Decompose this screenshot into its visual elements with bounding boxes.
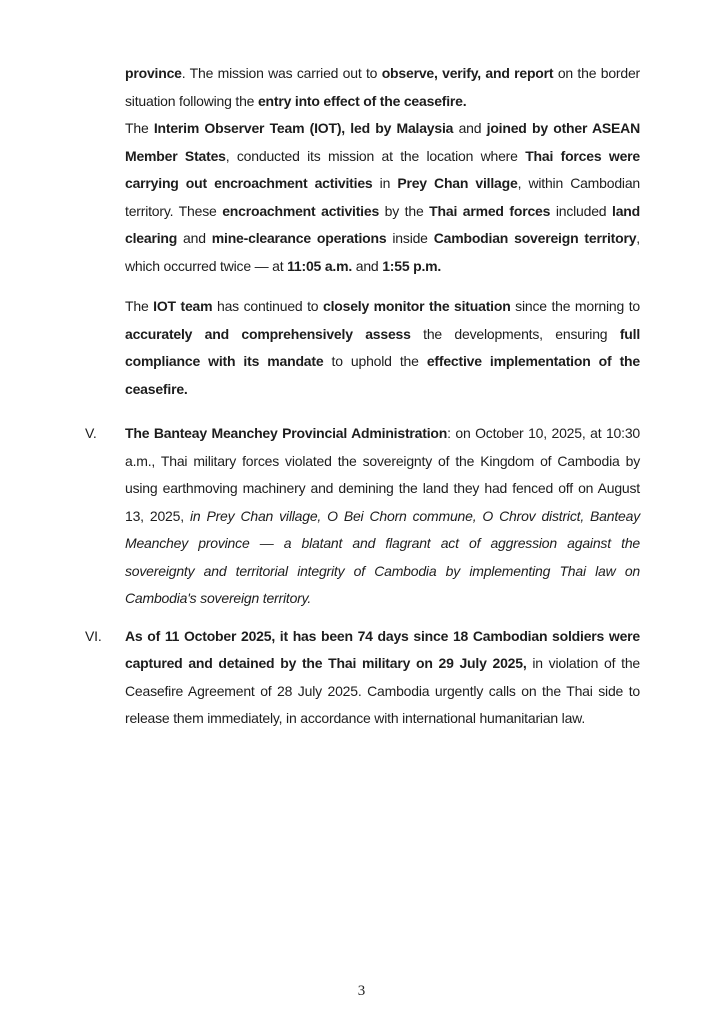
text-run: entry into effect of the ceasefire. [257, 92, 467, 109]
text-run: included [550, 202, 613, 219]
list-marker-v: V. [85, 425, 97, 441]
text-run: to uphold the [323, 353, 427, 369]
text-run: encroachment activities [222, 202, 380, 219]
text-run: : on October 10, 2025, at 10:30 a.m., Thai military forces violated the sovereignty of the Kingdom of Cambodia by using earthmoving machinery and demining the land they had fenced off on August 13, 2025, [125, 425, 640, 524]
document-body [85, 60, 641, 733]
text-run: on the border situation following the [125, 65, 641, 109]
paragraph-iot-mission [125, 115, 640, 280]
text-run: Interim Observer Team (IOT), led by Malaysia [153, 120, 454, 136]
text-run: The [125, 120, 154, 136]
text-run: and [177, 230, 212, 246]
paragraph-item-v [125, 420, 640, 613]
text-run: land clearing [125, 202, 640, 246]
text-run: in violation of the Ceasefire Agreement of 28 July 2025. Cambodia urgently calls on the Thai side to release them immediately, in accordance with international humanitarian law. [125, 655, 640, 726]
paragraph-province [125, 60, 640, 115]
text-run: , which occurred twice — at [125, 230, 640, 274]
text-run: accurately and comprehensively assess [125, 325, 411, 342]
text-run: Thai armed forces [429, 202, 551, 219]
text-run: inside [386, 230, 434, 246]
text-run: 1:55 p.m. [382, 257, 442, 274]
text-run: since the morning to [510, 298, 640, 314]
text-run: 11:05 a.m. [287, 257, 353, 274]
text-run: in Prey Chan village, O Bei Chorn commune, O Chrov district, Banteay Meanchey province — a blatant and flagrant act of aggression against the sovereignty and territorial integrity of Cambodia by implementing Thai law on Cambodia's sovereign territory. [125, 507, 640, 606]
text-run: joined by other ASEAN Member States [125, 120, 641, 164]
text-run: Thai forces were carrying out encroachment activities [125, 147, 640, 191]
text-run: the developments, ensuring [410, 325, 620, 342]
text-run: and [352, 257, 383, 274]
text-run: As of 11 October 2025, it has been 74 days since 18 Cambodian soldiers were captured and detained by the Thai military on 29 July 2025, [125, 627, 640, 671]
list-marker-vi: VI. [85, 627, 102, 644]
text-run: observe, verify, and report [381, 65, 554, 81]
text-run: by the [379, 202, 430, 219]
text-run: mine-clearance operations [211, 230, 387, 246]
list-item-v [85, 420, 640, 613]
text-run: The [125, 298, 154, 314]
text-run: The Banteay Meanchey Provincial Administration [125, 425, 448, 441]
paragraph-item-vi [125, 623, 640, 733]
text-run: Prey Chan village [397, 175, 518, 191]
text-run: has continued to [212, 298, 323, 314]
paragraph-iot-monitoring [125, 293, 640, 403]
text-run: , within Cambodian territory. These [125, 175, 640, 219]
text-run: closely monitor the situation [323, 298, 511, 314]
text-run: and [453, 120, 487, 136]
page-number: 3 [357, 983, 366, 999]
text-run: . The mission was carried out to [181, 65, 382, 81]
text-run: effective implementation of the ceasefire. [125, 353, 640, 397]
text-run: full compliance with its mandate [125, 325, 641, 369]
text-run: Cambodian sovereign territory [433, 230, 637, 246]
text-run: province [125, 65, 182, 81]
text-run: IOT team [153, 298, 213, 314]
text-run: in [372, 175, 398, 191]
text-run: , conducted its mission at the location where [225, 147, 526, 164]
list-item-vi [85, 623, 640, 733]
